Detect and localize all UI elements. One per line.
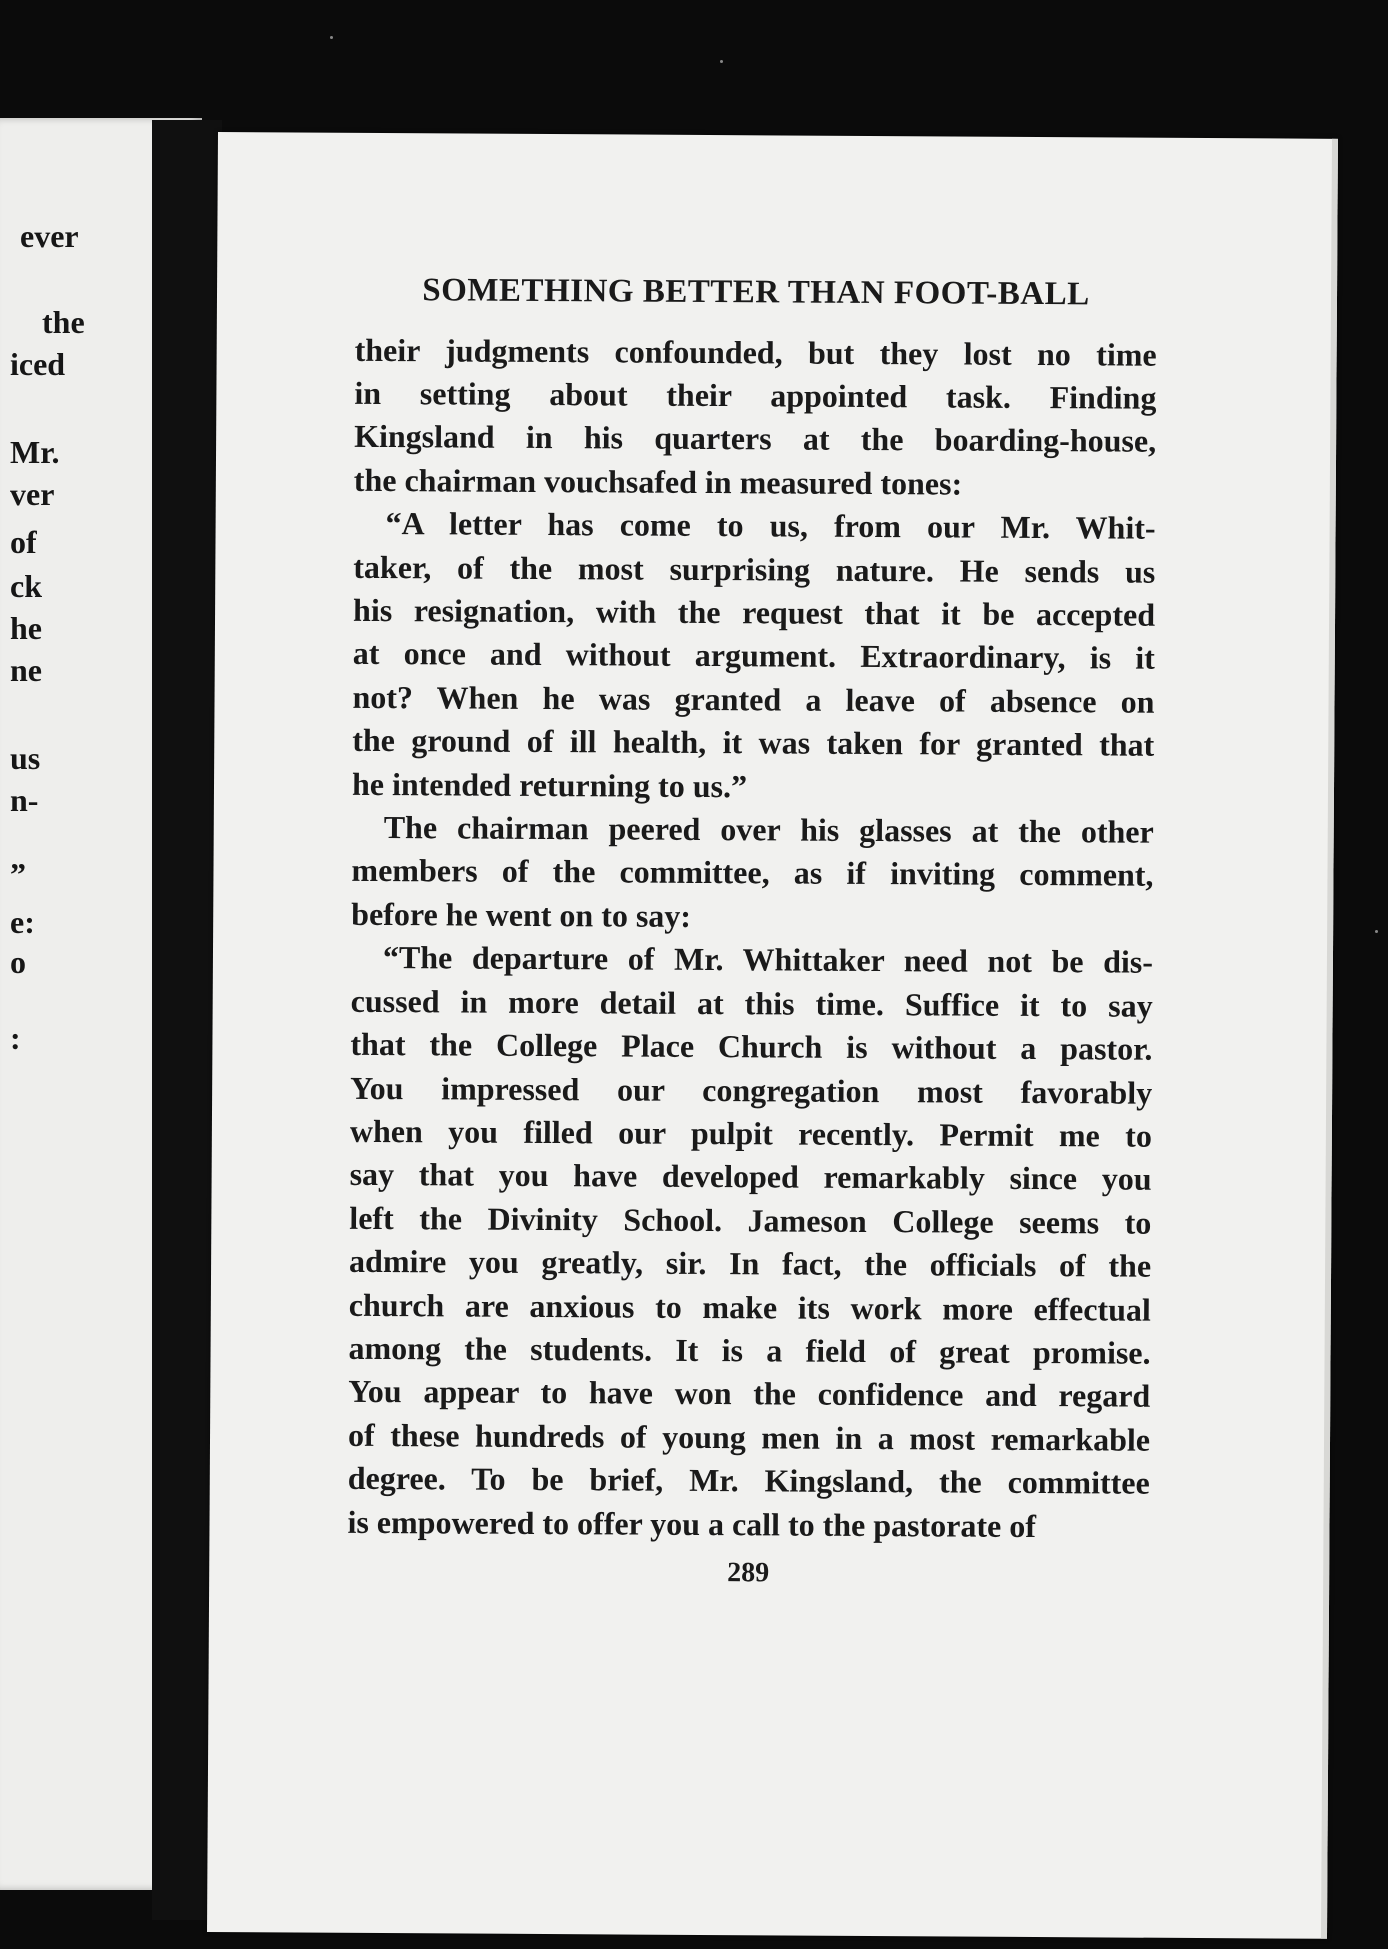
body-text <box>347 328 1156 1548</box>
text-line: in setting about their appointed task. Finding <box>354 374 1157 416</box>
text-line: when you filled our pulpit recently. Permit me to <box>349 1112 1152 1154</box>
text-line: the ground of ill health, it was taken for granted that <box>352 722 1155 763</box>
text-line: church are anxious to make its work more effectual <box>348 1286 1151 1328</box>
page-number: 289 <box>727 1557 770 1589</box>
left-page-fragment: the <box>42 304 85 340</box>
text-line: The chairman peered over his glasses at the other <box>383 809 1154 850</box>
text-line: taker, of the most surprising nature. He sends us <box>353 548 1156 590</box>
text-line: he intended returning to us.” <box>351 765 748 804</box>
left-page-fragment: ” <box>10 856 26 892</box>
text-line: say that you have developed remarkably since you <box>349 1156 1152 1198</box>
text-line: left the Divinity School. Jameson College seems to <box>349 1199 1152 1241</box>
text-line: among the students. It is a field of great promise. <box>348 1329 1151 1371</box>
left-page-fragment: ver <box>10 476 55 512</box>
page-text-block <box>347 271 1157 1592</box>
text-line: of these hundreds of young men in a most remarkable <box>347 1416 1151 1458</box>
text-line: that the College Place Church is without a pastor. <box>350 1025 1153 1067</box>
text-line: “A letter has come to us, from our Mr. Whit- <box>385 505 1156 546</box>
left-page-fragment: Mr. <box>10 434 60 470</box>
text-line: his resignation, with the request that it be accepted <box>352 591 1156 633</box>
text-line: admire you greatly, sir. In fact, the officials of the <box>348 1242 1152 1284</box>
left-page-fragment: o <box>10 944 26 980</box>
text-line: degree. To be brief, Mr. Kingsland, the committee <box>347 1459 1150 1501</box>
text-line: Kingsland in his quarters at the boarding-house, <box>354 418 1157 460</box>
left-page-fragment: n- <box>10 782 39 818</box>
left-page-fragment: ever <box>20 218 79 254</box>
text-line: at once and without argument. Extraordinary, is it <box>352 635 1155 677</box>
left-page-fragment: e: <box>10 904 35 940</box>
left-page-fragment: iced <box>10 346 66 382</box>
text-line: is empowered to offer you a call to the pastorate of <box>347 1503 1037 1544</box>
text-line: the chairman vouchsafed in measured tones: <box>353 461 963 502</box>
left-page-fragment: ne <box>10 652 42 688</box>
running-head: SOMETHING BETTER THAN FOOT-BALL <box>422 272 1090 313</box>
scan-speck <box>720 60 723 63</box>
text-line: cussed in more detail at this time. Suffice it to say <box>350 982 1153 1024</box>
text-line: their judgments confounded, but they lost no time <box>354 331 1157 373</box>
text-line: “The departure of Mr. Whittaker need not be dis- <box>382 939 1154 981</box>
left-page-fragment: : <box>10 1020 21 1056</box>
left-page-fragment: ck <box>10 568 42 604</box>
text-line: before he went on to say: <box>351 895 692 934</box>
text-line: You appear to have won the confidence and regard <box>348 1373 1151 1415</box>
text-line: You impressed our congregation most favorably <box>350 1069 1153 1111</box>
scan-speck <box>1375 930 1378 933</box>
left-page-fragment: of <box>10 524 37 560</box>
paragraph <box>354 328 1157 507</box>
left-page-fragment: us <box>10 740 41 776</box>
right-page <box>207 132 1338 1939</box>
text-line: not? When he was granted a leave of absence on <box>352 678 1155 720</box>
paragraph <box>351 806 1154 941</box>
paragraph <box>352 502 1156 811</box>
page-edge <box>1321 139 1338 1939</box>
scan-speck <box>330 36 333 39</box>
text-line: members of the committee, as if inviting comment, <box>351 852 1154 894</box>
paragraph <box>347 936 1153 1549</box>
left-page-fragment: he <box>10 610 42 646</box>
